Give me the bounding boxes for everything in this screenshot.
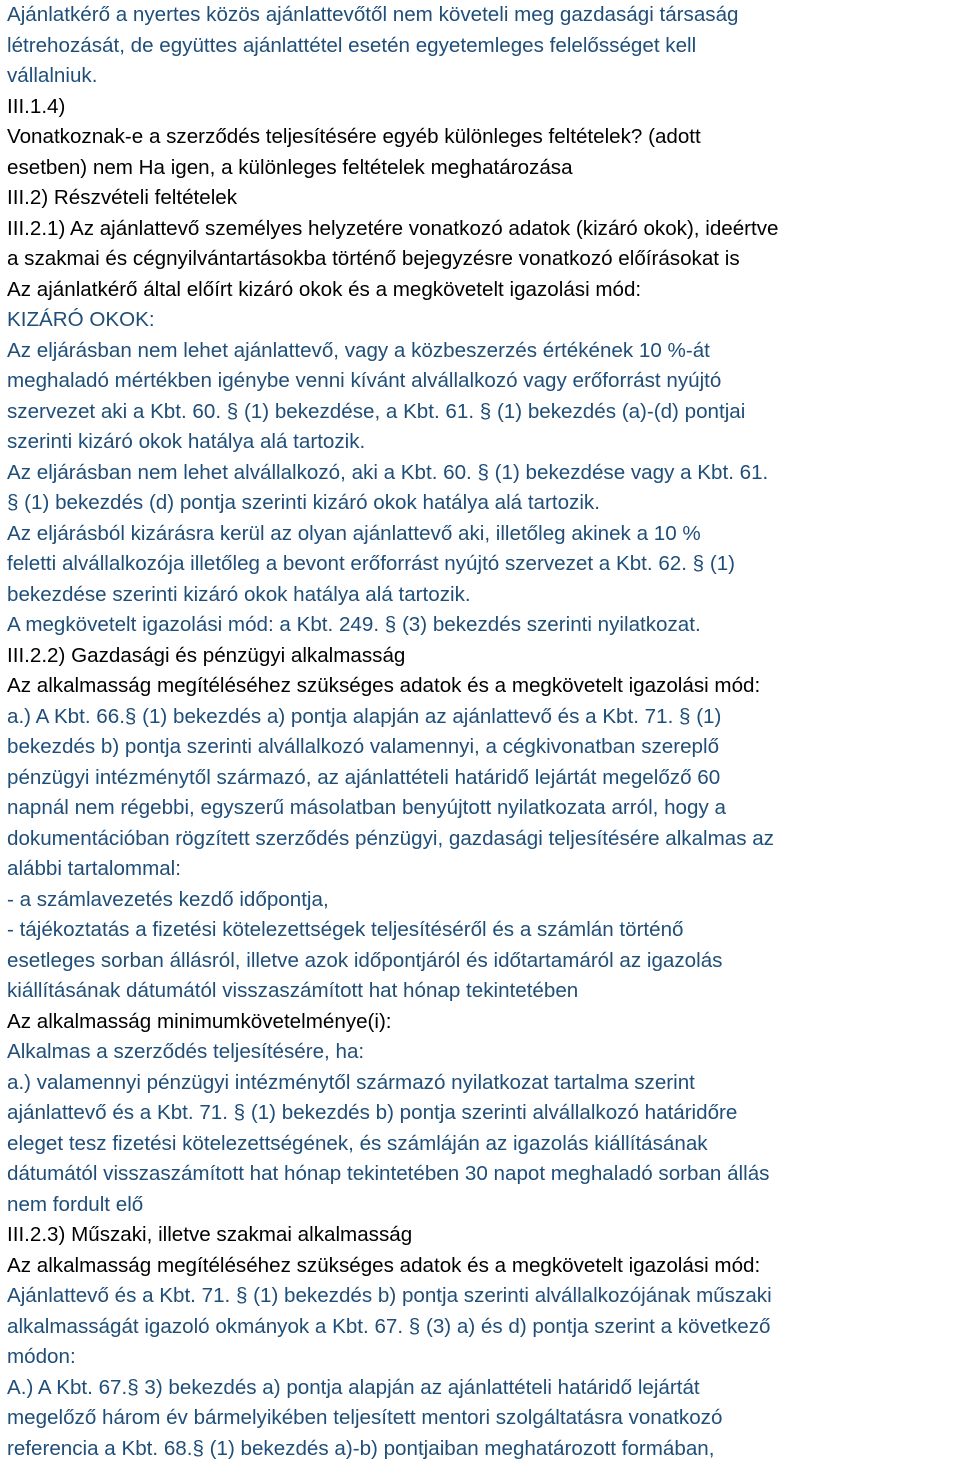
text-line: Az alkalmasság minimumkövetelménye(i): — [7, 1009, 392, 1033]
text-line: Vonatkoznak-e a szerződés teljesítésére egyéb különleges feltételek? (adott — [7, 125, 701, 148]
text-line: a szakmai és cégnyilvántartásokba történő bejegyzésre vonatkozó előírásokat is — [7, 247, 740, 270]
text-line: III.2.3) Műszaki, illetve szakmai alkalmasság — [7, 1223, 413, 1246]
text-line: Az alkalmasság megítéléséhez szükséges adatok és a megkövetelt igazolási mód: — [7, 1253, 761, 1277]
text-line: Az alkalmasság megítéléséhez szükséges adatok és a megkövetelt igazolási mód: — [7, 674, 761, 697]
text-line: ajánlattevő és a Kbt. 71. § (1) bekezdés b) pontja szerinti alvállalkozó határidőre — [7, 1101, 738, 1124]
text-line: § (1) bekezdés (d) pontja szerinti kizáró okok hatálya alá tartozik. — [7, 491, 600, 514]
text-line: kiállításának dátumától visszaszámított hat hónap tekintetében — [7, 979, 579, 1002]
text-line: III.2.2) Gazdasági és pénzügyi alkalmasság — [7, 643, 406, 667]
text-line: Az eljárásból kizárásra kerül az olyan ajánlattevő aki, illetőleg akinek a 10 % — [7, 521, 701, 545]
text-line: módon: — [7, 1345, 76, 1368]
text-line: - a számlavezetés kezdő időpontja, — [7, 887, 329, 911]
text-line: A megkövetelt igazolási mód: a Kbt. 249. § (3) bekezdés szerinti nyilatkozat. — [7, 613, 701, 636]
text-line: III.2.1) Az ajánlattevő személyes helyzetére vonatkozó adatok (kizáró okok), ideértve — [7, 216, 779, 240]
text-line: szerinti kizáró okok hatálya alá tartozik. — [7, 430, 366, 453]
text-line: referencia a Kbt. 68.§ (1) bekezdés a)-b) pontjaiban meghatározott formában, — [7, 1436, 715, 1460]
text-line: esetben) nem Ha igen, a különleges feltételek meghatározása — [7, 155, 573, 179]
text-line: a.) A Kbt. 66.§ (1) bekezdés a) pontja alapján az ajánlattevő és a Kbt. 71. § (1) — [7, 704, 722, 728]
text-line: vállalniuk. — [7, 64, 98, 87]
text-line: alkalmasságát igazoló okmányok a Kbt. 67. § (3) a) és d) pontja szerint a következő — [7, 1314, 771, 1338]
text-line: III.1.4) — [7, 94, 66, 118]
text-line: Az ajánlatkérő által előírt kizáró okok és a megkövetelt igazolási mód: — [7, 277, 642, 301]
text-line: III.2) Részvételi feltételek — [7, 186, 238, 209]
text-line: szervezet aki a Kbt. 60. § (1) bekezdése, a Kbt. 61. § (1) bekezdés (a)-(d) pontjai — [7, 399, 746, 423]
text-line: - tájékoztatás a fizetési kötelezettségek teljesítéséről és a számlán történő — [7, 918, 684, 941]
text-line: KIZÁRÓ OKOK: — [7, 308, 155, 331]
text-line: bekezdése szerinti kizáró okok hatálya alá tartozik. — [7, 582, 471, 606]
text-line: Alkalmas a szerződés teljesítésére, ha: — [7, 1040, 365, 1063]
text-line: napnál nem régebbi, egyszerű másolatban benyújtott nyilatkozata arról, hogy a — [7, 796, 726, 819]
text-line: pénzügyi intézménytől származó, az ajánlattételi határidő lejártát megelőző 60 — [7, 765, 721, 789]
text-line: a.) valamennyi pénzügyi intézménytől származó nyilatkozat tartalma szerint — [7, 1070, 695, 1094]
text-line: Az eljárásban nem lehet alvállalkozó, aki a Kbt. 60. § (1) bekezdése vagy a Kbt. 61. — [7, 460, 769, 484]
text-line: Az eljárásban nem lehet ajánlattevő, vagy a közbeszerzés értékének 10 %-át — [7, 338, 710, 362]
text-line: létrehozását, de együttes ajánlattétel esetén egyetemleges felelősséget kell — [7, 33, 697, 57]
text-line: feletti alvállalkozója illetőleg a bevont erőforrást nyújtó szervezet a Kbt. 62. § (1) — [7, 552, 736, 575]
text-line: eleget tesz fizetési kötelezettségének, és számláján az igazolás kiállításának — [7, 1131, 708, 1155]
text-line: megelőző három év bármelyikében teljesített mentori szolgáltatásra vonatkozó — [7, 1406, 723, 1429]
text-line: bekezdés b) pontja szerinti alvállalkozó valamennyi, a cégkivonatban szereplő — [7, 735, 720, 758]
text-line: esetleges sorban állásról, illetve azok időpontjáról és időtartamáról az igazolás — [7, 948, 723, 972]
text-line: A.) A Kbt. 67.§ 3) bekezdés a) pontja alapján az ajánlattételi határidő lejártát — [7, 1375, 700, 1399]
text-line: dátumától visszaszámított hat hónap tekintetében 30 napot meghaladó sorban állás — [7, 1162, 770, 1185]
text-line: dokumentációban rögzített szerződés pénzügyi, gazdasági teljesítésére alkalmas az — [7, 826, 774, 850]
text-line: nem fordult elő — [7, 1192, 144, 1216]
text-line: Ajánlatkérő a nyertes közös ajánlattevőtől nem követeli meg gazdasági társaság — [7, 3, 739, 26]
text-line: alábbi tartalommal: — [7, 857, 181, 880]
text-line: Ajánlattevő és a Kbt. 71. § (1) bekezdés b) pontja szerinti alvállalkozójának műszaki — [7, 1284, 772, 1307]
text-line: meghaladó mértékben igénybe venni kívánt alvállalkozó vagy erőforrást nyújtó — [7, 369, 722, 392]
